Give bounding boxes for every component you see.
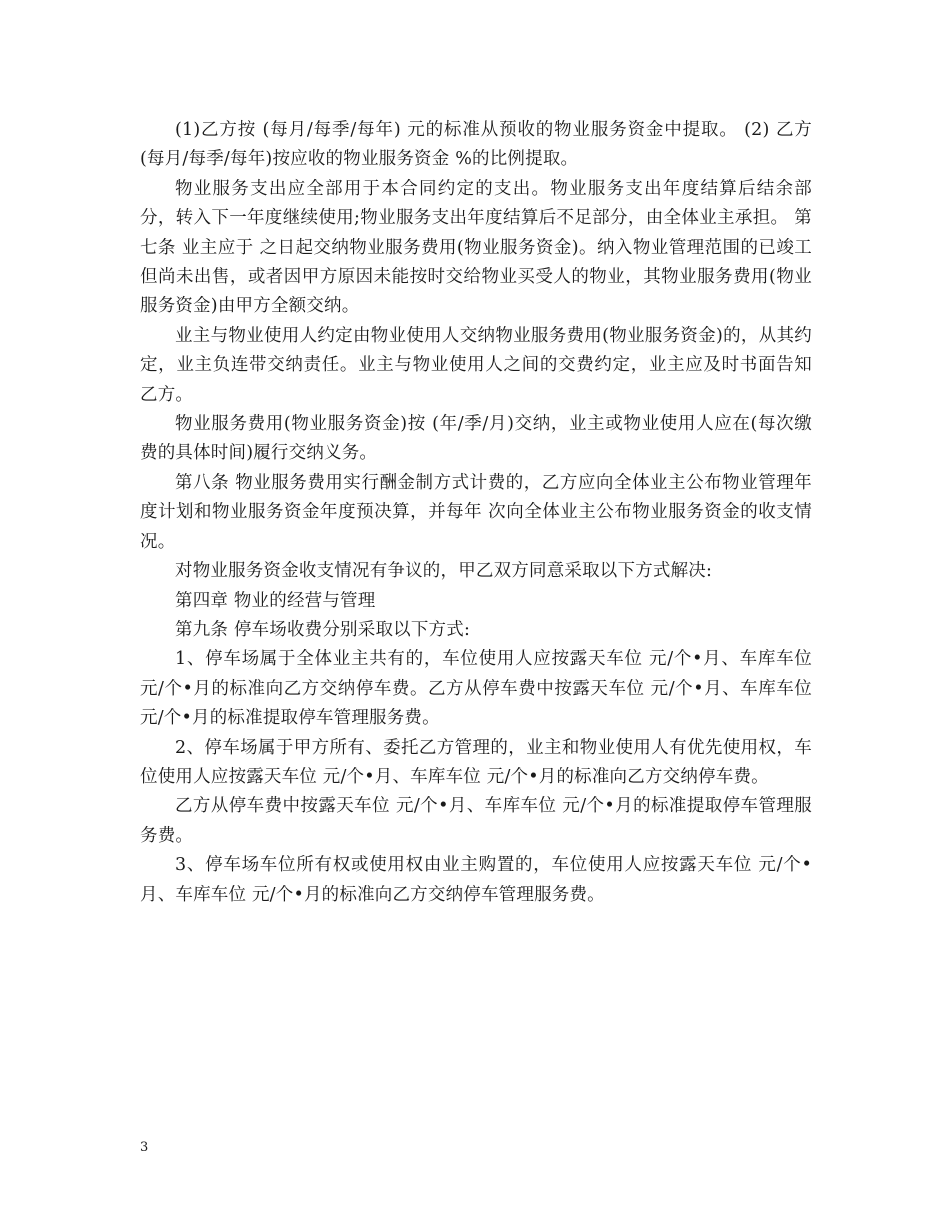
paragraph: 物业服务支出应全部用于本合同约定的支出。物业服务支出年度结算后结余部分，转入下一年度继续使用;物业服务支出年度结算后不足部分，由全体业主承担。 第七条 业主应于 之日起交纳物业服务费用(物业服务资金)。纳入物业管理范围的已竣工但尚未出售，或者因甲方原因未能按时交给物业买受人的物业，其物业服务费用(物业服务资金)由甲方全额交纳。 [140, 178, 812, 317]
page-number: 3 [140, 1140, 149, 1155]
paragraph: 对物业服务资金收支情况有争议的，甲乙双方同意采取以下方式解决: [175, 561, 713, 582]
paragraph: 第八条 物业服务费用实行酬金制方式计费的，乙方应向全体业主公布物业管理年度计划和物业服务资金年度预决算，并每年 次向全体业主公布物业服务资金的收支情况。 [140, 472, 812, 552]
paragraph: 3、停车场车位所有权或使用权由业主购置的，车位使用人应按露天车位 元/个•月、车库车位 元/个•月的标准向乙方交纳停车管理服务费。 [140, 855, 812, 905]
paragraph: 业主与物业使用人约定由物业使用人交纳物业服务费用(物业服务资金)的，从其约定，业主负连带交纳责任。业主与物业使用人之间的交费约定，业主应及时书面告知乙方。 [140, 325, 812, 405]
article-heading: 第九条 停车场收费分别采取以下方式: [175, 619, 471, 640]
paragraph: 2、停车场属于甲方所有、委托乙方管理的，业主和物业使用人有优先使用权，车位使用人应按露天车位 元/个•月、车库车位 元/个•月的标准向乙方交纳停车费。 [140, 737, 812, 787]
paragraph: (1)乙方按 (每月/每季/每年) 元的标准从预收的物业服务资金中提取。 (2) 乙方 (每月/每季/每年)按应收的物业服务资金 %的比例提取。 [140, 120, 812, 170]
paragraph: 1、停车场属于全体业主共有的，车位使用人应按露天车位 元/个•月、车库车位 元/个•月的标准向乙方交纳停车费。乙方从停车费中按露天车位 元/个•月、车库车位 元/个•月的标准提取停车管理服务费。 [140, 649, 812, 729]
chapter-heading: 第四章 物业的经营与管理 [175, 590, 376, 611]
document-body [140, 116, 812, 910]
paragraph: 物业服务费用(物业服务资金)按 (年/季/月)交纳，业主或物业使用人应在(每次缴费的具体时间)履行交纳义务。 [140, 414, 812, 464]
paragraph: 乙方从停车费中按露天车位 元/个•月、车库车位 元/个•月的标准提取停车管理服务费。 [140, 796, 812, 846]
